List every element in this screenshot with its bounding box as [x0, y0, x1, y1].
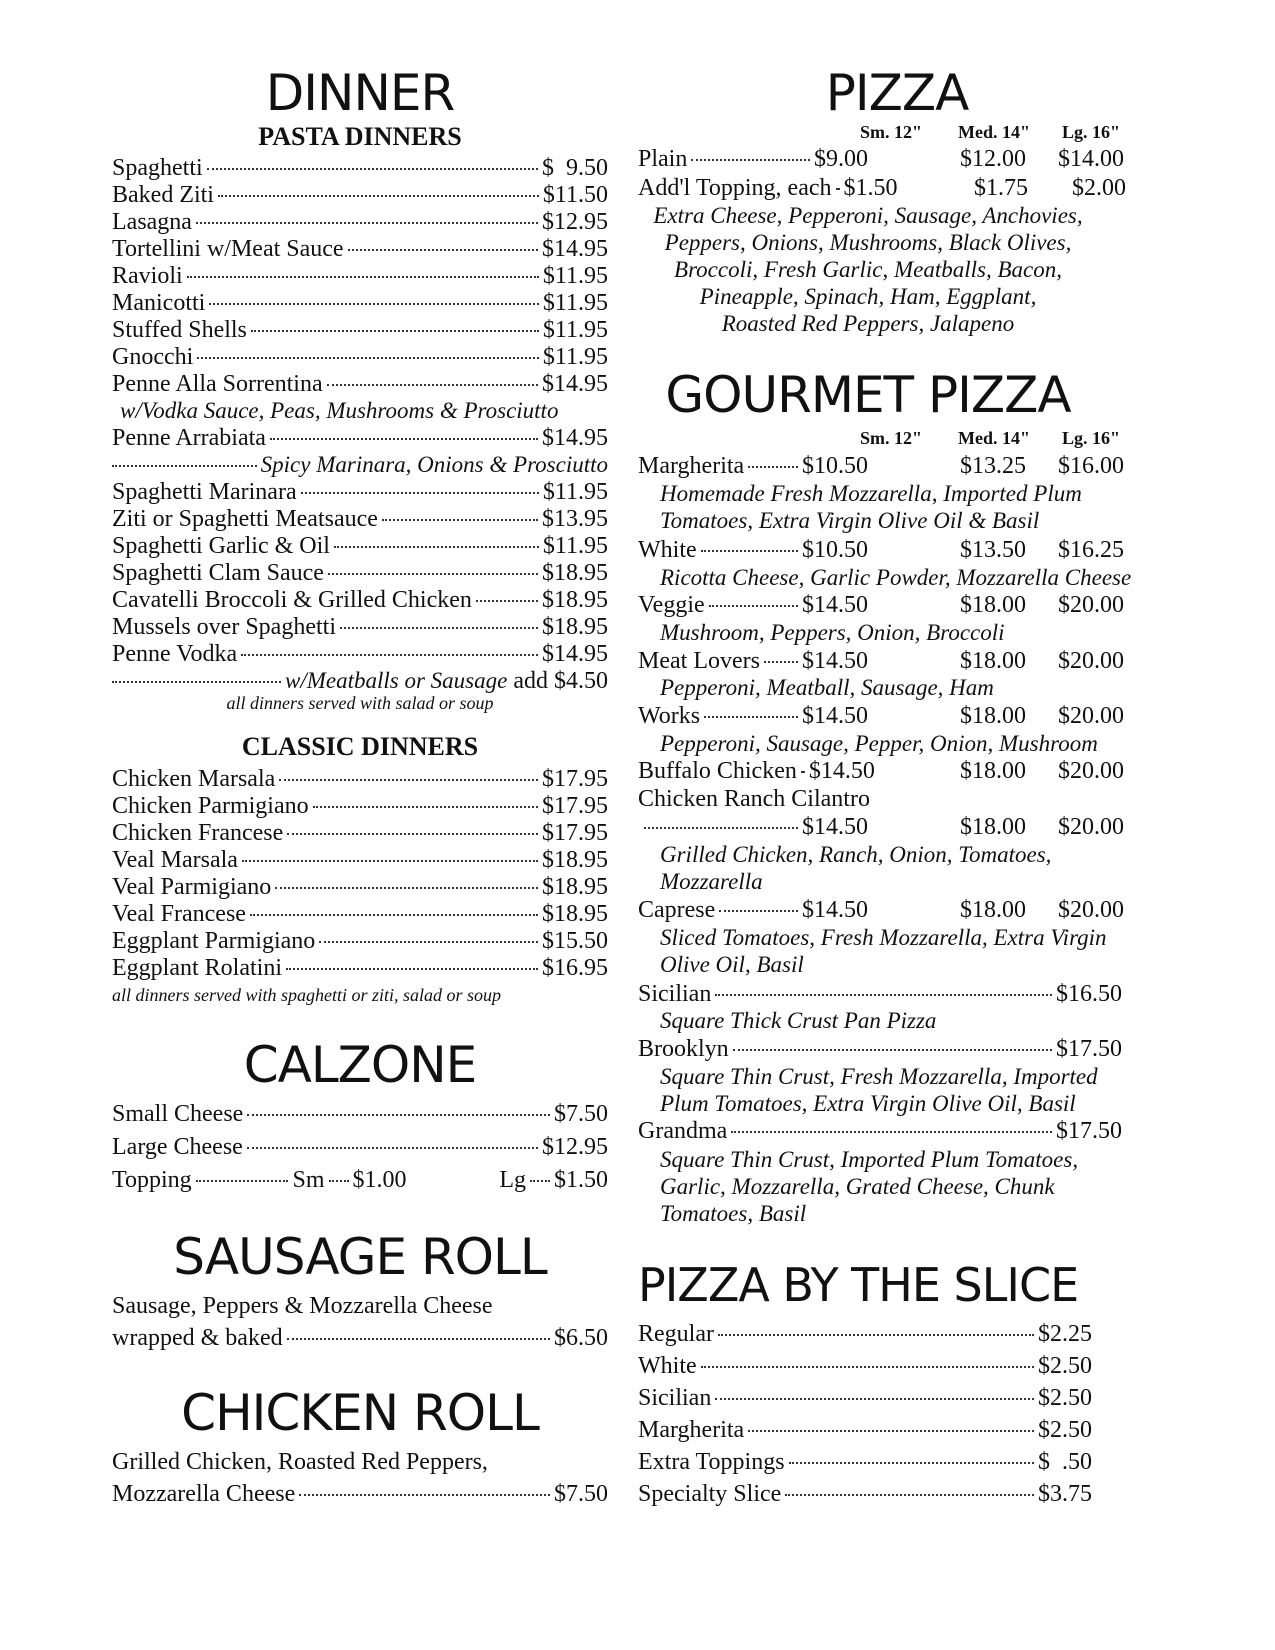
menu-item: Penne Vodka $14.95 [112, 641, 608, 667]
menu-item: Ravioli $11.95 [112, 263, 608, 289]
menu-item: Gnocchi $11.95 [112, 344, 608, 370]
item-desc: Pepperoni, Sausage, Pepper, Onion, Mushroom [660, 731, 1098, 756]
menu-item: Large Cheese $12.95 [112, 1134, 608, 1160]
menu-item: Cavatelli Broccoli & Grilled Chicken $18.95 [112, 587, 608, 613]
menu-item: Extra Toppings $ .50 [638, 1449, 1092, 1475]
menu-item: Mozzarella Cheese $7.50 [112, 1481, 608, 1507]
pizza-item: Margherita $10.50 [638, 453, 868, 479]
item-desc: Mushroom, Peppers, Onion, Broccoli [660, 620, 1005, 645]
menu-item: Penne Arrabiata $14.95 [112, 425, 608, 451]
item-desc: Ricotta Cheese, Garlic Powder, Mozzarella Cheese [660, 565, 1132, 590]
item-desc: Sliced Tomatoes, Fresh Mozzarella, Extra Virgin [660, 925, 1107, 950]
pasta-dinners-title: PASTA DINNERS [258, 122, 462, 151]
classic-dinners-title: CLASSIC DINNERS [241, 732, 479, 761]
menu-item: Eggplant Rolatini $16.95 [112, 955, 608, 981]
dinner-title: DINNER [265, 64, 455, 122]
toppings-list: Pineapple, Spinach, Ham, Eggplant, [699, 284, 1037, 309]
pizza-item: Brooklyn $17.50 [638, 1036, 1122, 1062]
pizza-item: Meat Lovers $14.50 [638, 648, 868, 674]
served-note: all dinners served with spaghetti or ziti, salad or soup [112, 985, 502, 1005]
size-header: Sm. 12" [860, 122, 922, 142]
menu-item: Sicilian $2.50 [638, 1385, 1092, 1411]
menu-item: Baked Ziti $11.50 [112, 182, 608, 208]
item-desc: Mozzarella [660, 869, 763, 894]
toppings-list: Extra Cheese, Pepperoni, Sausage, Anchovies, [653, 203, 1083, 228]
pizza-item-name: Chicken Ranch Cilantro [638, 786, 870, 812]
menu-item: wrapped & baked $6.50 [112, 1325, 608, 1351]
item-note-row: Spicy Marinara, Onions & Prosciutto [112, 451, 608, 479]
item-desc: Olive Oil, Basil [660, 952, 804, 977]
sausage-roll-desc: Sausage, Peppers & Mozzarella Cheese [112, 1293, 493, 1319]
item-desc: Square Thick Crust Pan Pizza [660, 1008, 937, 1033]
gourmet-pizza-title: GOURMET PIZZA [665, 366, 1071, 424]
pizza-item: Works $14.50 [638, 703, 868, 729]
pizza-title: PIZZA [825, 64, 969, 122]
menu-item: Small Cheese $7.50 [112, 1101, 608, 1127]
menu-item: Mussels over Spaghetti $18.95 [112, 614, 608, 640]
pizza-item: Add'l Topping, each $1.50 [638, 175, 898, 201]
pizza-by-the-slice-title: PIZZA BY THE SLICE [638, 1258, 1079, 1312]
menu-item: Chicken Francese $17.95 [112, 820, 608, 846]
item-desc: Pepperoni, Meatball, Sausage, Ham [660, 675, 994, 700]
item-desc: Tomatoes, Extra Virgin Olive Oil & Basil [660, 508, 1040, 533]
chicken-roll-desc: Grilled Chicken, Roasted Red Peppers, [112, 1449, 488, 1475]
menu-item: Specialty Slice $3.75 [638, 1481, 1092, 1507]
pizza-item: Plain $9.00 [638, 146, 868, 172]
toppings-list: Peppers, Onions, Mushrooms, Black Olives, [664, 230, 1072, 255]
menu-item: Spaghetti Clam Sauce $18.95 [112, 560, 608, 586]
item-note: w/Vodka Sauce, Peas, Mushrooms & Prosciutto [120, 398, 559, 423]
menu-item: White $2.50 [638, 1353, 1092, 1379]
size-header: Med. 14" [958, 122, 1030, 142]
menu-item: Lasagna $12.95 [112, 209, 608, 235]
size-header: Sm. 12" [860, 428, 922, 448]
calzone-title: CALZONE [243, 1036, 477, 1094]
menu-item: Veal Parmigiano $18.95 [112, 874, 608, 900]
item-desc: Homemade Fresh Mozzarella, Imported Plum [660, 481, 1082, 506]
menu-item: Spaghetti $ 9.50 [112, 155, 608, 181]
menu-item: Veal Francese $18.95 [112, 901, 608, 927]
menu-item: Margherita $2.50 [638, 1417, 1092, 1443]
menu-item: Tortellini w/Meat Sauce $14.95 [112, 236, 608, 262]
item-desc: Garlic, Mozzarella, Grated Cheese, Chunk [660, 1174, 1055, 1199]
item-desc: Tomatoes, Basil [660, 1201, 807, 1226]
pizza-item: Grandma $17.50 [638, 1118, 1122, 1144]
item-desc: Square Thin Crust, Fresh Mozzarella, Imported [660, 1064, 1098, 1089]
pizza-item: Caprese $14.50 [638, 897, 868, 923]
menu-item: Chicken Marsala $17.95 [112, 766, 608, 792]
menu-item: Eggplant Parmigiano $15.50 [112, 928, 608, 954]
toppings-list: Roasted Red Peppers, Jalapeno [721, 311, 1015, 336]
pizza-item: White $10.50 [638, 537, 868, 563]
menu-item: Spaghetti Garlic & Oil $11.95 [112, 533, 608, 559]
menu-item: Stuffed Shells $11.95 [112, 317, 608, 343]
size-header: Lg. 16" [1062, 122, 1120, 142]
pizza-item: Sicilian $16.50 [638, 981, 1122, 1007]
pizza-item: Buffalo Chicken $14.50 [638, 758, 875, 784]
pizza-item: $14.50 [644, 813, 868, 841]
menu-item: Ziti or Spaghetti Meatsauce $13.95 [112, 506, 608, 532]
chicken-roll-title: CHICKEN ROLL [181, 1384, 539, 1442]
pizza-item: Veggie $14.50 [638, 592, 868, 618]
item-desc: Square Thin Crust, Imported Plum Tomatoes, [660, 1147, 1079, 1172]
menu-item: Veal Marsala $18.95 [112, 847, 608, 873]
item-note-row: w/Meatballs or Sausage add $4.50 [112, 667, 608, 695]
calzone-topping-row: Topping Sm $1.00 Lg $1.50 [112, 1167, 608, 1193]
sausage-roll-title: SAUSAGE ROLL [173, 1228, 547, 1286]
menu-item: Regular $2.25 [638, 1321, 1092, 1347]
served-note: all dinners served with salad or soup [226, 693, 494, 713]
item-desc: Grilled Chicken, Ranch, Onion, Tomatoes, [660, 842, 1052, 867]
item-desc: Plum Tomatoes, Extra Virgin Olive Oil, Basil [660, 1091, 1076, 1116]
toppings-list: Broccoli, Fresh Garlic, Meatballs, Bacon, [674, 257, 1062, 282]
size-header: Lg. 16" [1062, 428, 1120, 448]
menu-item: Chicken Parmigiano $17.95 [112, 793, 608, 819]
menu-item: Manicotti $11.95 [112, 290, 608, 316]
size-header: Med. 14" [958, 428, 1030, 448]
menu-item: Penne Alla Sorrentina $14.95 [112, 371, 608, 397]
menu-item: Spaghetti Marinara $11.95 [112, 479, 608, 505]
